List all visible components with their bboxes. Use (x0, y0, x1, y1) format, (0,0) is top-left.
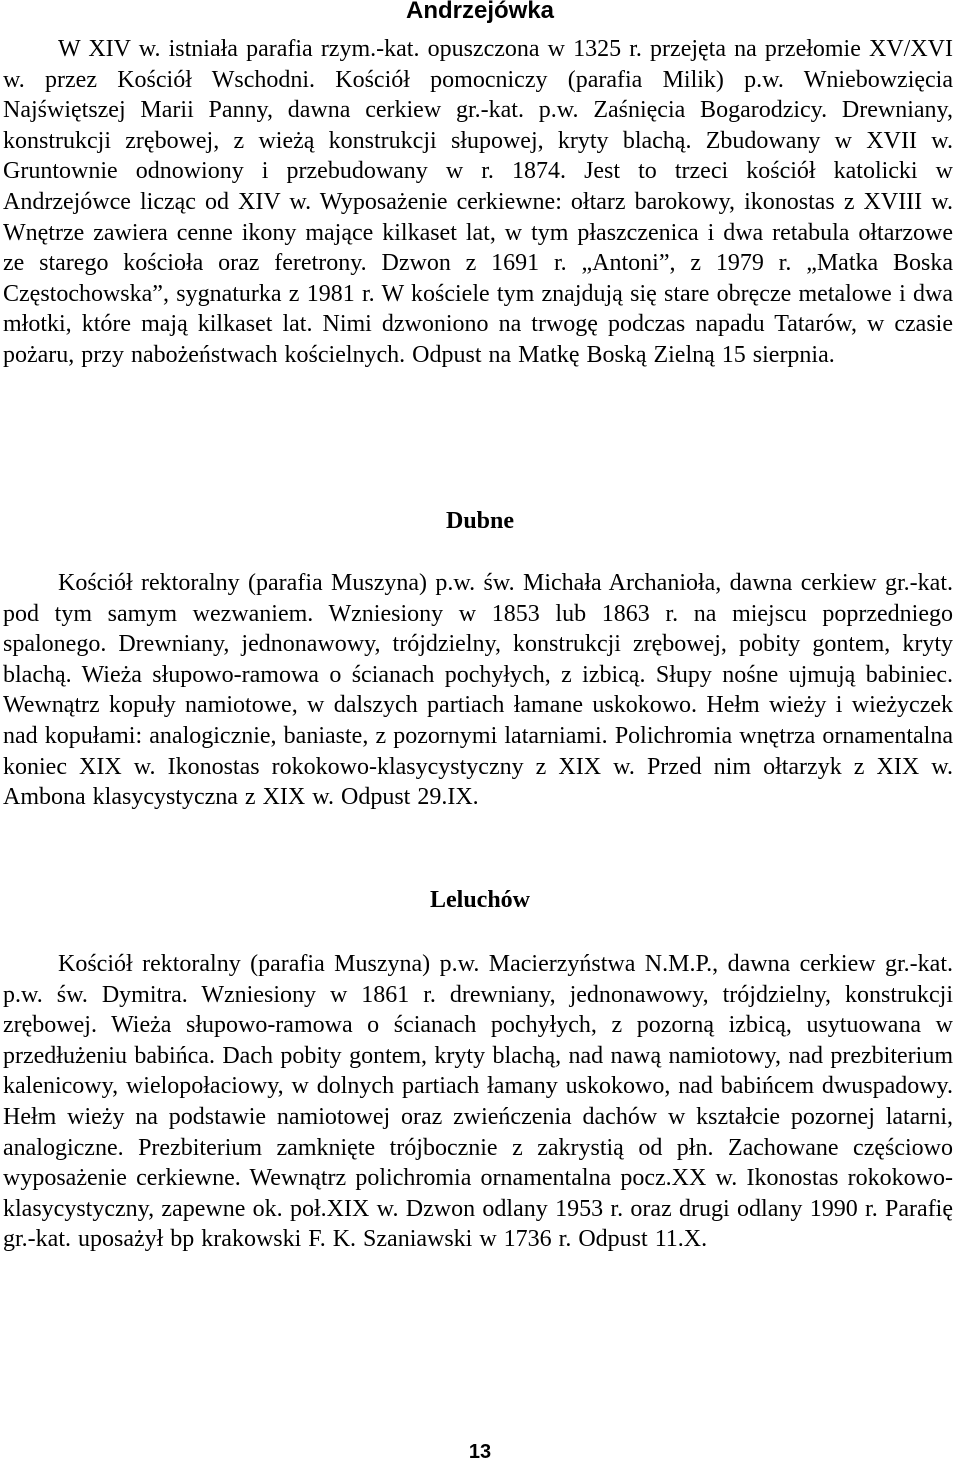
page-number: 13 (468, 1441, 492, 1463)
section-body-andrzejowka: W XIV w. istniała parafia rzym.-kat. opuszczona w 1325 r. przejęta na przełomie XV/XVI w. przez Kościół Wschodni. Kościół pomocniczy (parafia Milik) p.w. Wniebowzięcia Najświętszej Marii Panny, dawna cerkiew gr.-kat. p.w. Zaśnięcia Bogarodzicy. Drewniany, konstrukcji zrębowej, z wieżą konstrukcji słupowej, kryty blachą. Zbudowany w XVII w. Gruntownie odnowiony i przebudowany w r. 1874. Jest to trzeci kościół katolicki w Andrzejówce licząc od XIV w. Wyposażenie cerkiewne: ołtarz barokowy, ikonostas z XVIII w. Wnętrze zawiera cenne ikony mające kilkaset lat, w tym płaszczenica i dwa retabula ołtarzowe ze starego kościoła oraz feretrony. Dzwon z 1691 r. „Antoni”, z 1979 r. „Matka Boska Częstochowska”, sygnaturka z 1981 r. W kościele tym znajdują się stare obręcze metalowe i dwa młotki, które mają kilkaset lat. Nimi dzwoniono na trwogę podczas napadu Tatarów, w czasie pożaru, przy nabożeństwach kościelnych. Odpust na Matkę Boską Zielną 15 sierpnia. (3, 36, 953, 368)
section-body-leluchow: Kościół rektoralny (parafia Muszyna) p.w. Macierzyństwa N.M.P., dawna cerkiew gr.-kat. p.w. św. Dymitra. Wzniesiony w 1861 r. drewniany, jednonawowy, trójdzielny, konstrukcji zrębowej. Wieża słupowo-ramowa o ścianach pochyłych, z pozorną izbicą, usytuowana w przedłużeniu babińca. Dach pobity gontem, kryty blachą, nad nawą namiotowy, nad prezbiterium kalenicowy, wielopołaciowy, w dolnych partiach łamany uskokowo, nad babińcem dwuspadowy. Hełm wieży na podstawie namiotowej oraz zwieńczenia dachów w kształcie pozornej latarni, analogiczne. Prezbiterium zamknięte trójbocznie z zakrystią od płn. Zachowane częściowo wyposażenie cerkiewne. Wewnątrz polichromia ornamentalna pocz.XX w. Ikonostas rokokowo-klasycystyczny, zapewne ok. poł.XIX w. Dzwon odlany 1953 r. oraz drugi odlany 1990 r. Parafię gr.-kat. uposażył bp krakowski F. K. Szaniawski w 1736 r. Odpust 11.X. (3, 951, 953, 1253)
section-body-dubne: Kościół rektoralny (parafia Muszyna) p.w. św. Michała Archanioła, dawna cerkiew gr.-kat. pod tym samym wezwaniem. Wzniesiony w 1853 lub 1863 r. na miejscu poprzedniego spalonego. Drewniany, jednonawowy, trójdzielny, konstrukcji zrębowej, pobity gontem, kryty blachą. Wieża słupowo-ramowa o ścianach pochyłych, z izbicą. Słupy nośne ujmują babiniec. Wewnątrz kopuły namiotowe, w dalszych partiach łamane uskokowo. Hełm wieży i wieżyczek nad kopułami: analogicznie, baniaste, z pozornymi latarniami. Polichromia wnętrza ornamentalna koniec XIX w. Ikonostas rokokowo-klasycystyczny z XIX w. Przed nim ołtarzyk z XIX w. Ambona klasycystyczna z XIX w. Odpust 29.IX. (3, 570, 953, 811)
section-title-andrzejowka: Andrzejówka (405, 0, 555, 24)
section-title-dubne: Dubne (445, 508, 515, 534)
section-title-leluchow: Leluchów (429, 887, 530, 913)
